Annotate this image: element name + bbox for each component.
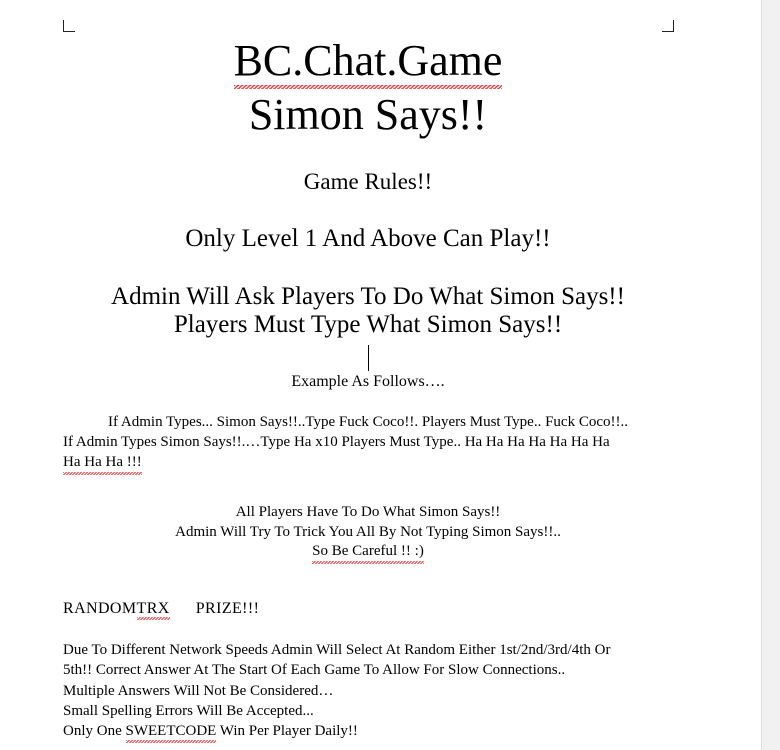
random-word: RANDOM xyxy=(63,600,137,618)
example-block xyxy=(63,413,673,472)
scrollbar-track[interactable] xyxy=(761,0,780,750)
document-content xyxy=(63,34,673,741)
notes-line-1b: 5th!! Correct Answer At The Start Of Each Game To Allow For Slow Connections.. xyxy=(63,662,566,679)
title-line-2: Simon Says!! xyxy=(248,89,488,139)
text-cursor xyxy=(368,345,369,371)
heading-level-requirement: Only Level 1 And Above Can Play!! xyxy=(185,225,551,253)
notes-line-2: Multiple Answers Will Not Be Considered… xyxy=(63,682,334,699)
notes-line-4-prefix: Only One xyxy=(63,723,126,740)
sweetcode-word: SWEETCODE xyxy=(126,721,217,741)
warning-line-3 xyxy=(63,542,673,562)
crop-mark-top-left xyxy=(63,20,75,32)
notes-line-4-suffix: Win Per Player Daily!! xyxy=(216,723,358,740)
example-line-1: If Admin Types... Simon Says!!..Type Fuck Coco!!. Players Must Type.. Fuck Coco!!.. xyxy=(107,414,628,431)
warning-line-3-text: So Be Careful !! :) xyxy=(312,542,424,562)
admin-instruction-line-1: Admin Will Ask Players To Do What Simon Says!! xyxy=(111,283,625,311)
example-line-2-text: If Admin Types Simon Says!!.…Type Ha x10 Players Must Type.. Ha Ha Ha Ha Ha Ha Ha xyxy=(63,434,610,451)
notes-line-3: Small Spelling Errors Will Be Accepted... xyxy=(63,702,314,719)
warning-block xyxy=(63,503,673,562)
prize-word: PRIZE!!! xyxy=(195,600,260,618)
notes-block xyxy=(63,640,673,741)
trx-word: TRX xyxy=(136,600,170,618)
example-label: Example As Follows…. xyxy=(291,373,445,391)
warning-line-2: Admin Will Try To Trick You All By Not Typing Simon Says!!.. xyxy=(175,523,561,540)
random-prize-line xyxy=(63,600,673,618)
document-title xyxy=(63,34,673,141)
crop-mark-top-right xyxy=(662,20,674,32)
title-line-1: BC.Chat.Game xyxy=(234,34,503,88)
example-line-3 xyxy=(63,453,673,473)
example-line-2 xyxy=(63,433,673,453)
notes-line-1a: Due To Different Network Speeds Admin Will Select At Random Either 1st/2nd/3rd/4th Or xyxy=(63,642,611,659)
warning-line-1: All Players Have To Do What Simon Says!! xyxy=(235,503,501,520)
heading-admin-instructions xyxy=(63,283,673,339)
heading-game-rules: Game Rules!! xyxy=(303,169,433,195)
admin-instruction-line-2: Players Must Type What Simon Says!! xyxy=(173,311,563,339)
example-line-3-text: Ha Ha Ha !!! xyxy=(63,453,142,473)
notes-line-4 xyxy=(63,721,673,741)
